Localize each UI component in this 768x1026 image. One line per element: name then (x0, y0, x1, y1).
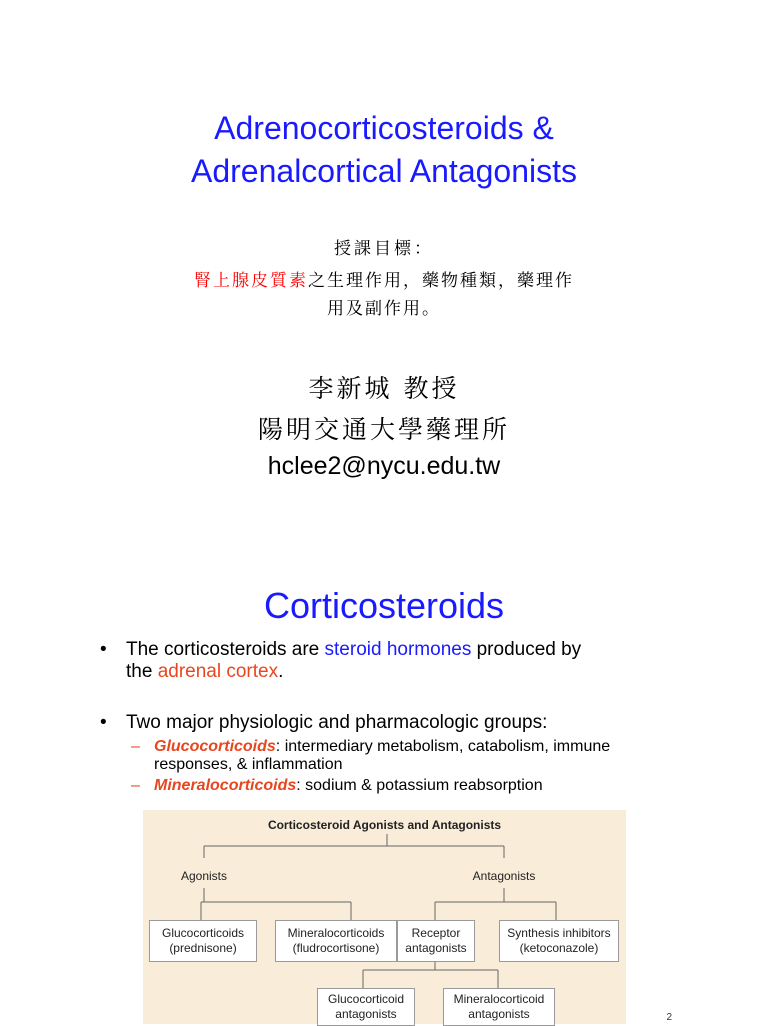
diagram-title: Corticosteroid Agonists and Antagonists (267, 818, 502, 832)
mineralocorticoid-antagonists-node (443, 988, 555, 1026)
sub2-text (154, 777, 694, 795)
slide1-title-line1: Adrenocorticosteroids & (214, 110, 554, 146)
mineralocorticoids-node (275, 920, 397, 962)
bullet-marker: • (100, 712, 107, 733)
slide2-title: Corticosteroids (263, 585, 505, 626)
sub1-rest: : intermediary metabolism, catabolism, immune (275, 738, 611, 755)
institute-name: 陽明交通大學藥理所 (257, 415, 510, 444)
objectives-label: 授課目標： (334, 239, 434, 259)
bullet1-part3: the (126, 661, 158, 682)
mineralocorticoid-antagonists-node-line2: antagonists (468, 1007, 530, 1021)
synthesis-inhibitors-node (499, 920, 619, 962)
glucocorticoids-node-line2: (prednisone) (169, 941, 237, 955)
receptor-antagonists-node (397, 920, 475, 962)
mineralocorticoids-node-line2: (fludrocortisone) (292, 941, 380, 955)
receptor-antagonists-node-line2: antagonists (405, 941, 467, 955)
glucocorticoids-term: Glucocorticoids (154, 738, 276, 755)
glucocorticoid-antagonists-node-line2: antagonists (335, 1007, 397, 1021)
antagonists-label: Antagonists (472, 869, 536, 883)
bullet1-part2: produced by (471, 639, 582, 660)
bullet1-part4: . (278, 661, 284, 682)
page-number: 2 (666, 1012, 672, 1023)
sub2-rest: : sodium & potassium reabsorption (296, 777, 543, 794)
agonists-label: Agonists (180, 869, 228, 883)
glucocorticoid-antagonists-node (317, 988, 415, 1026)
mineralocorticoids-node-line1: Mineralocorticoids (287, 926, 385, 940)
dash-marker: – (131, 777, 140, 794)
objectives-highlight: 腎上腺皮質素 (194, 271, 308, 291)
bullet1-text (126, 639, 686, 683)
slide1-title-line2: Adrenalcortical Antagonists (191, 153, 577, 189)
bullet2-text: Two major physiologic and pharmacologic groups: (126, 712, 548, 733)
synthesis-inhibitors-node-line1: Synthesis inhibitors (507, 926, 611, 940)
bullet-marker: • (100, 639, 107, 660)
objectives-line2: 用及副作用。 (327, 299, 441, 319)
glucocorticoids-node (149, 920, 257, 962)
adrenal-cortex-term: adrenal cortex (157, 661, 279, 682)
mineralocorticoids-term: Mineralocorticoids (154, 777, 297, 794)
sub1-line2: responses, & inflammation (154, 756, 343, 773)
bullet1-part1: The corticosteroids are (126, 639, 325, 660)
objectives-rest: 之生理作用，藥物種類，藥理作 (308, 271, 574, 291)
sub1-text (154, 738, 694, 774)
corticosteroid-diagram (143, 810, 626, 1024)
synthesis-inhibitors-node-line2: (ketoconazole) (519, 941, 599, 955)
glucocorticoid-antagonists-node-line1: Glucocorticoid (327, 992, 405, 1006)
glucocorticoids-node-line1: Glucocorticoids (161, 926, 245, 940)
instructor-name: 李新城 教授 (308, 374, 460, 403)
mineralocorticoid-antagonists-node-line1: Mineralocorticoid (453, 992, 545, 1006)
dash-marker: – (131, 738, 140, 755)
instructor-email: hclee2@nycu.edu.tw (267, 452, 501, 480)
steroid-hormones-term: steroid hormones (324, 639, 472, 660)
objectives-line1 (0, 266, 768, 291)
receptor-antagonists-node-line1: Receptor (411, 926, 461, 940)
